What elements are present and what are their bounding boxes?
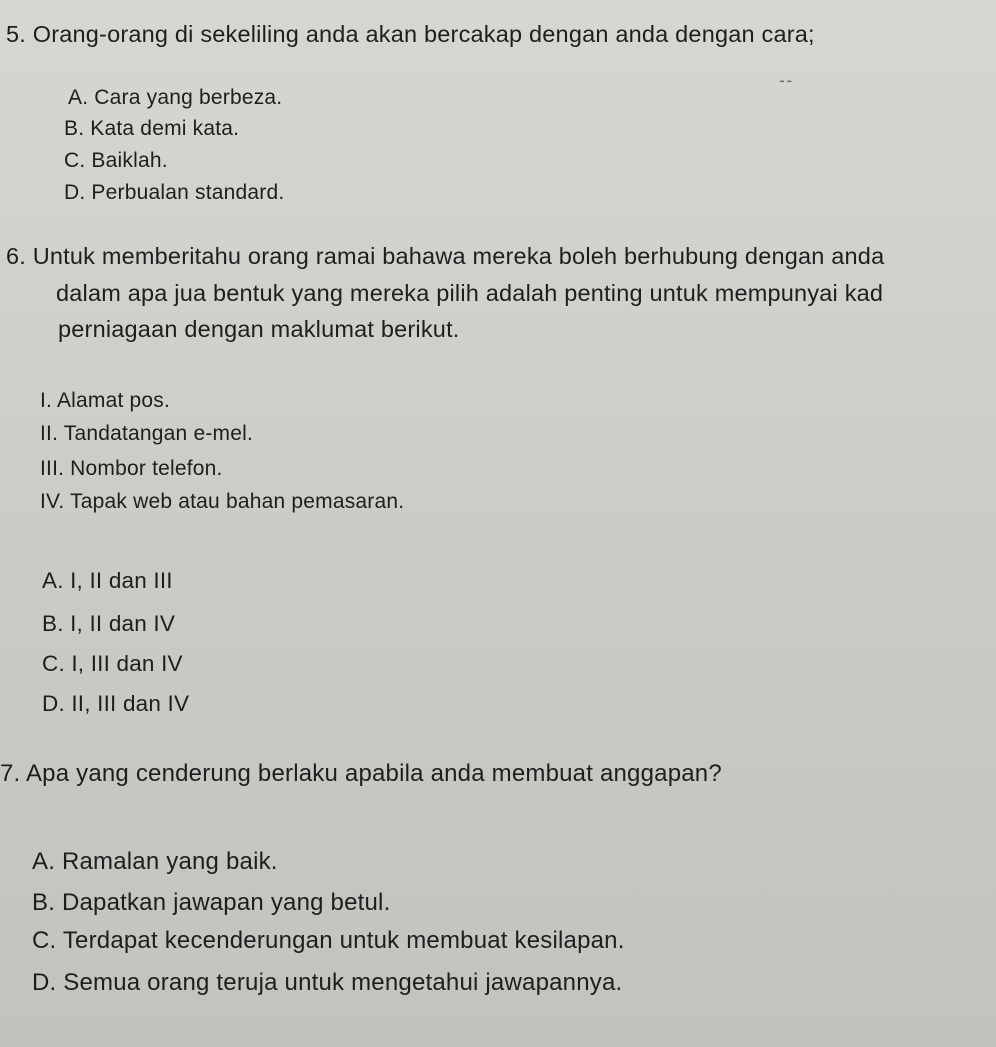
question-5-option-a: A. Cara yang berbeza.: [68, 86, 283, 109]
question-6-stem-line-1: 6. Untuk memberitahu orang ramai bahawa mereka boleh berhubung dengan anda: [6, 243, 885, 269]
question-5-option-c: C. Baiklah.: [64, 149, 168, 172]
question-5-option-b: B. Kata demi kata.: [64, 117, 240, 140]
question-7-option-d: D. Semua orang teruja untuk mengetahui jawapannya.: [32, 969, 623, 996]
question-6-option-d: D. II, III dan IV: [42, 691, 190, 716]
question-5-option-d: D. Perbualan standard.: [64, 181, 285, 204]
question-7-option-a: A. Ramalan yang baik.: [32, 848, 278, 875]
question-6-statement-3: III. Nombor telefon.: [40, 457, 223, 480]
question-6-stem-line-2: dalam apa jua bentuk yang mereka pilih adalah penting untuk mempunyai kad: [56, 280, 884, 306]
question-6-option-a: A. I, II dan III: [42, 568, 173, 593]
question-6-option-b: B. I, II dan IV: [42, 611, 176, 636]
question-5-stem: 5. Orang-orang di sekeliling anda akan bercakap dengan anda dengan cara;: [6, 21, 815, 47]
question-6-statement-2: II. Tandatangan e-mel.: [40, 422, 253, 445]
question-7-option-c: C. Terdapat kecenderungan untuk membuat kesilapan.: [32, 927, 625, 954]
pencil-marks: ˜ ˜: [780, 78, 792, 92]
question-7-option-b: B. Dapatkan jawapan yang betul.: [32, 889, 391, 916]
question-6-option-c: C. I, III dan IV: [42, 651, 183, 676]
question-6-statement-4: IV. Tapak web atau bahan pemasaran.: [40, 490, 405, 513]
question-6-statement-1: I. Alamat pos.: [40, 389, 171, 412]
question-7-stem: 7. Apa yang cenderung berlaku apabila anda membuat anggapan?: [0, 760, 722, 787]
question-6-stem-line-3: perniagaan dengan maklumat berikut.: [58, 316, 460, 342]
